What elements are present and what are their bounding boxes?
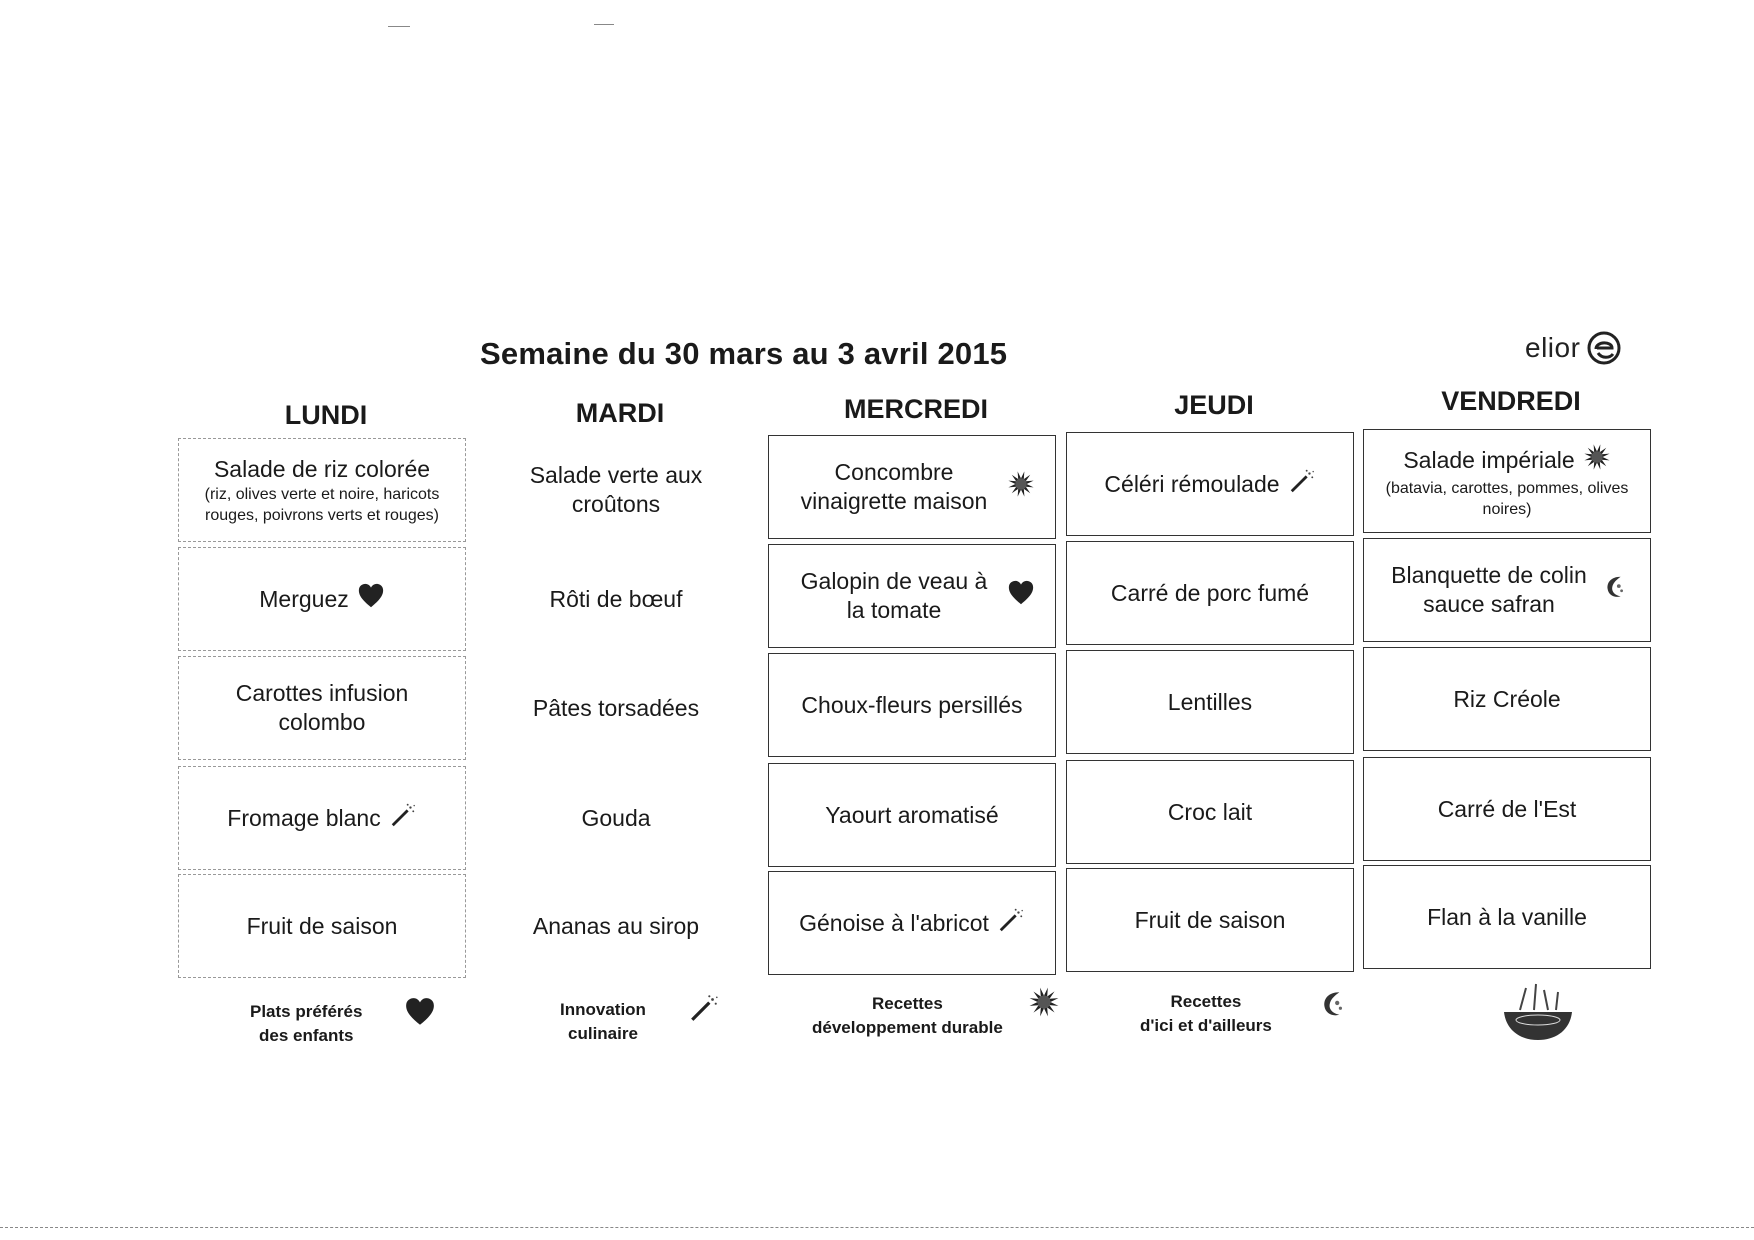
menu-item-label: Fruit de saison xyxy=(1134,906,1286,933)
menu-item xyxy=(768,544,1056,648)
menu-item xyxy=(178,547,466,651)
menu-item-label: Génoise à l'abricot xyxy=(799,909,989,936)
menu-item xyxy=(472,547,760,651)
menu-item xyxy=(472,656,760,760)
menu-item xyxy=(1363,757,1651,861)
magic-wand-icon xyxy=(1288,467,1316,502)
menu-item-detail: (riz, olives verte et noire, haricots rouges, poivrons verts et rouges) xyxy=(204,485,440,524)
menu-item xyxy=(1066,868,1354,972)
menu-item xyxy=(768,871,1056,975)
menu-item xyxy=(1363,538,1651,642)
menu-item xyxy=(178,656,466,760)
menu-item-label: Yaourt aromatisé xyxy=(825,801,999,828)
magic-wand-icon xyxy=(688,992,720,1029)
menu-item-label: Salade impériale xyxy=(1403,446,1575,473)
page-title: Semaine du 30 mars au 3 avril 2015 xyxy=(480,336,1008,371)
magic-wand-icon xyxy=(389,801,417,836)
menu-item xyxy=(768,763,1056,867)
globe-icon xyxy=(1602,573,1630,608)
menu-item xyxy=(1066,760,1354,864)
menu-item xyxy=(472,766,760,870)
menu-item-label: Carré de l'Est xyxy=(1437,795,1577,822)
menu-item-label: Ananas au sirop xyxy=(532,912,700,939)
day-header-mardi: MARDI xyxy=(575,398,665,428)
day-header-lundi: LUNDI xyxy=(284,400,368,430)
menu-item-label: Céléri rémoulade xyxy=(1104,470,1280,497)
menu-item xyxy=(178,438,466,542)
day-header-jeudi: JEUDI xyxy=(1174,390,1254,420)
menu-item xyxy=(472,874,760,978)
scan-mark xyxy=(594,24,614,25)
menu-item-label: Concombre vinaigrette maison xyxy=(800,459,988,514)
magic-wand-icon xyxy=(997,906,1025,941)
menu-item-label: Merguez xyxy=(259,585,349,612)
heart-icon xyxy=(404,996,436,1033)
brand-name: elior xyxy=(1525,332,1581,363)
menu-item-label: Croc lait xyxy=(1167,798,1253,825)
menu-item-label: Galopin de veau à la tomate xyxy=(800,568,988,623)
legend-label: Recettes d'ici et d'ailleurs xyxy=(1140,992,1272,1035)
sun-icon xyxy=(1007,470,1035,505)
menu-item-label: Salade verte aux croûtons xyxy=(529,462,703,517)
menu-item xyxy=(1363,647,1651,751)
legend-label: Recettes développement durable xyxy=(812,994,1003,1037)
heart-icon xyxy=(357,582,385,617)
menu-item xyxy=(1066,541,1354,645)
menu-item-label: Riz Créole xyxy=(1453,685,1561,712)
menu-item-label: Lentilles xyxy=(1167,688,1253,715)
legend-label: Plats préférés des enfants xyxy=(250,1002,363,1045)
menu-item-label: Gouda xyxy=(581,804,651,831)
menu-item-label: Pâtes torsadées xyxy=(532,694,700,721)
page-bottom-line xyxy=(0,1227,1754,1228)
menu-item xyxy=(1363,429,1651,533)
sun-icon xyxy=(1583,443,1611,478)
sun-icon xyxy=(1028,986,1060,1023)
menu-item-label: Flan à la vanille xyxy=(1427,903,1587,930)
menu-item-label: Salade de riz colorée xyxy=(213,455,431,482)
menu-item xyxy=(768,653,1056,757)
menu-item xyxy=(472,438,760,542)
menu-item-label: Fromage blanc xyxy=(227,804,381,831)
menu-item xyxy=(178,874,466,978)
day-header-mercredi: MERCREDI xyxy=(843,394,988,424)
menu-item xyxy=(1363,865,1651,969)
menu-item xyxy=(1066,432,1354,536)
menu-item xyxy=(768,435,1056,539)
menu-item-label: Rôti de bœuf xyxy=(549,585,683,612)
elior-mark-icon xyxy=(1586,330,1622,366)
menu-item-label: Carottes infusion colombo xyxy=(235,680,409,735)
globe-icon xyxy=(1318,988,1350,1025)
menu-item-label: Blanquette de colin sauce safran xyxy=(1391,562,1587,617)
menu-item-label: Fruit de saison xyxy=(246,912,398,939)
menu-item-detail: (batavia, carottes, pommes, olives noires) xyxy=(1385,479,1629,518)
elior-logo xyxy=(1525,330,1622,366)
menu-item-label: Choux-fleurs persillés xyxy=(801,691,1023,718)
menu-item-label: Carré de porc fumé xyxy=(1110,579,1310,606)
scan-mark xyxy=(388,26,410,27)
menu-item xyxy=(1066,650,1354,754)
menu-item xyxy=(178,766,466,870)
heart-icon xyxy=(1007,579,1035,614)
legend-label: Innovation culinaire xyxy=(560,1000,646,1043)
du-champ-a-lassiette-logo xyxy=(1500,982,1576,1047)
day-header-vendredi: VENDREDI xyxy=(1441,386,1581,416)
